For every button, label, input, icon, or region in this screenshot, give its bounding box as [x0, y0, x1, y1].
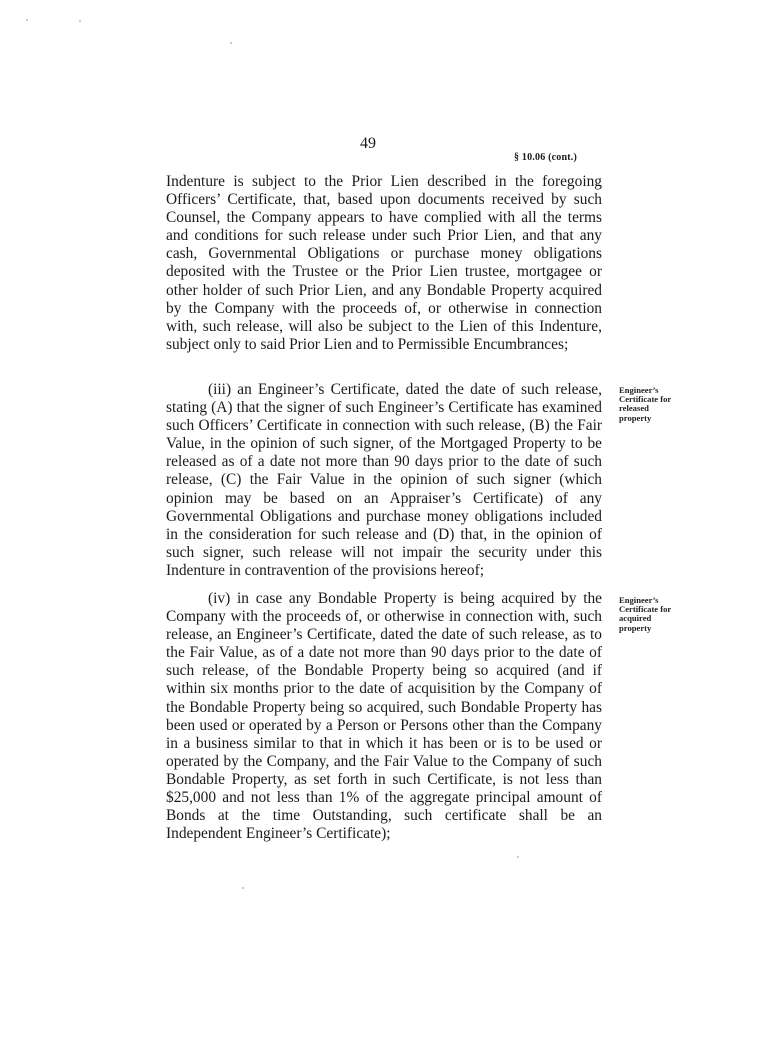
margin-note-line: Certificate for: [619, 604, 672, 615]
margin-note-released-property: [619, 386, 699, 423]
scan-speck: [26, 19, 28, 21]
scan-speck: [230, 42, 232, 44]
section-reference: § 10.06 (cont.): [514, 152, 577, 163]
margin-note-acquired-property: [619, 596, 699, 633]
margin-note-line: Engineer’s: [619, 385, 659, 395]
margin-note-line: Certificate for: [619, 394, 672, 405]
paragraph-continuation: Indenture is subject to the Prior Lien described in the foregoing Officers’ Certificate, that, based upon documents received by such Counsel, the Company appears to have complied with all the terms and conditions for such release under such Prior Lien, and that any cash, Governmental Obligations or purchase money obligations deposited with the Trustee or the Prior Lien trustee, mortgagee or other holder of such Prior Lien, and any Bondable Property acquired by the Company with the proceeds of, or otherwise in connection with, such release, will also be subject to the Lien of this Indenture, subject only to said Prior Lien and to Permissible Encumbrances;: [166, 173, 602, 353]
page-number: 49: [360, 135, 376, 152]
scan-speck: [242, 887, 244, 889]
paragraph-clause-iii: (iii) an Engineer’s Certificate, dated the date of such release, stating (A) that the signer of such Engineer’s Certificate has examined such Officers’ Certificate in connection with such release, (B) the Fair Value, in the opinion of such signer, of the Mortgaged Property to be released as of a date not more than 90 days prior to the date of such release, (C) the Fair Value in the opinion of such signer (which opinion may be based on an Appraiser’s Certificate) of any Governmental Obligations and purchase money obligations included in the consideration for such release and (D) that, in the opinion of such signer, such release will not impair the security under this Indenture in contravention of the provisions hereof;: [166, 381, 602, 579]
margin-note-line: acquired: [619, 613, 652, 624]
margin-note-line: property: [619, 622, 652, 633]
scan-speck: [517, 856, 519, 858]
margin-note-line: Engineer’s: [619, 595, 659, 605]
scan-speck: [79, 20, 81, 22]
margin-note-line: released: [619, 403, 649, 414]
paragraph-clause-iv: (iv) in case any Bondable Property is being acquired by the Company with the proceeds of, or otherwise in connection with, such release, an Engineer’s Certificate, dated the date of such release, as to the Fair Value, as of a date not more than 90 days prior to the date of such release, of the Bondable Property being so acquired (and if within six months prior to the date of acquisition by the Company of the Bondable Property being so acquired, such Bondable Property has been used or operated by a Person or Persons other than the Company in a business similar to that in which it has been or is to be used or operated by the Company, and the Fair Value to the Company of such Bondable Property, as set forth in such Certificate, is not less than $25,000 and not less than 1% of the aggregate principal amount of Bonds at the time Outstanding, such certificate shall be an Independent Engineer’s Certificate);: [166, 590, 602, 843]
margin-note-line: property: [619, 412, 652, 423]
